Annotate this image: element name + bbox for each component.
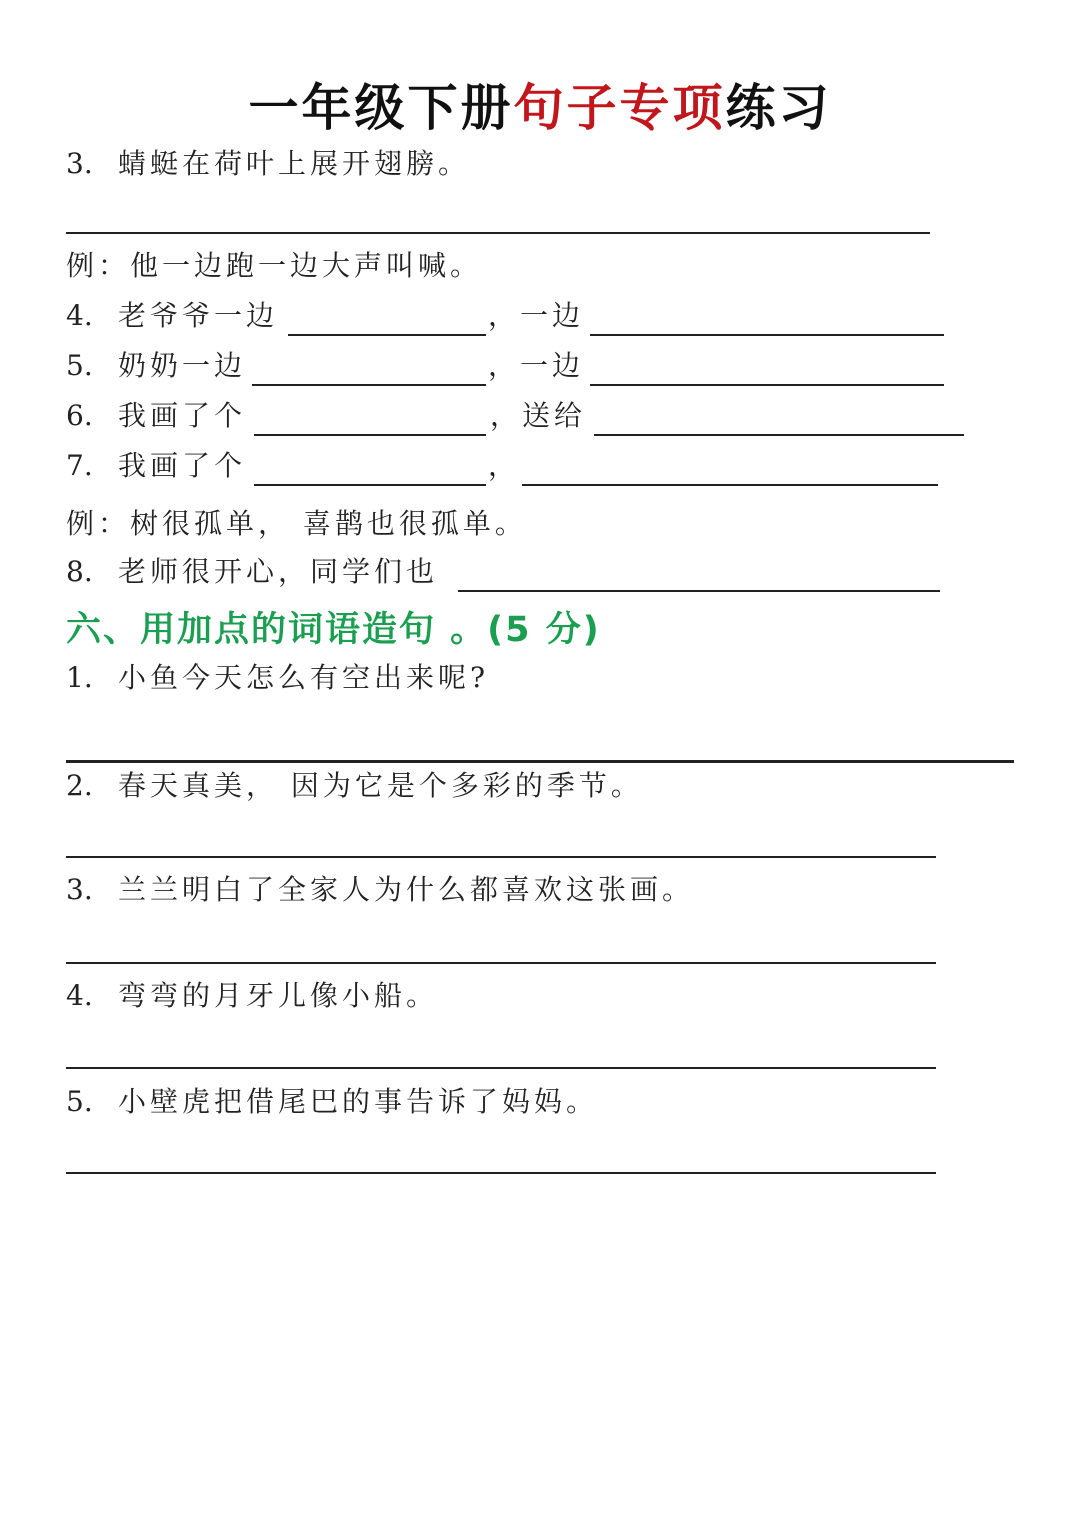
blank-7a[interactable] [254,484,486,486]
example-sentence-1: 例：他一边跑一边大声叫喊。 [66,249,483,282]
blank-6a[interactable] [254,434,486,436]
answer-line-s6-5[interactable] [66,1172,936,1174]
question-8: 8. 老师很开心，同学们也 [66,555,439,588]
question-7: 7. 我画了个 [66,449,247,482]
example-sentence-2: 例：树很孤单， 喜鹊也很孤单。 [66,507,527,540]
blank-8[interactable] [458,590,940,592]
page-title: 一年级下册句子专项练习 [248,79,832,137]
question-5: 5. 奶奶一边 [66,349,247,382]
question-4: 4. 老爷爷一边 [66,299,279,332]
section-6-question-4: 4. 弯弯的月牙儿像小船。 [66,979,439,1012]
answer-line-3[interactable] [66,232,930,234]
answer-line-s6-4[interactable] [66,1067,936,1069]
section-6-question-3: 3. 兰兰明白了全家人为什么都喜欢这张画。 [66,873,695,906]
section-6-heading: 六、用加点的词语造句 。(5 分) [66,610,601,650]
blank-5a[interactable] [252,384,486,386]
answer-line-s6-2[interactable] [66,856,936,858]
blank-4b[interactable] [590,334,944,336]
question-4-sep: ，一边 [488,299,585,332]
question-6: 6. 我画了个 [66,399,247,432]
blank-4a[interactable] [288,334,486,336]
blank-7b[interactable] [522,484,938,486]
blank-6b[interactable] [594,434,964,436]
blank-5b[interactable] [590,384,944,386]
section-6-question-2: 2. 春天真美， 因为它是个多彩的季节。 [66,769,643,802]
question-3: 3. 蜻蜓在荷叶上展开翅膀。 [66,147,471,180]
section-6-question-1: 1. 小鱼今天怎么有空出来呢? [66,661,490,694]
question-7-sep: ， [488,449,521,482]
section-6-question-5: 5. 小壁虎把借尾巴的事告诉了妈妈。 [66,1085,599,1118]
answer-line-s6-3[interactable] [66,962,936,964]
answer-line-s6-1[interactable] [66,760,1014,763]
question-5-sep: ，一边 [488,349,585,382]
question-6-sep: ，送给 [490,399,587,432]
